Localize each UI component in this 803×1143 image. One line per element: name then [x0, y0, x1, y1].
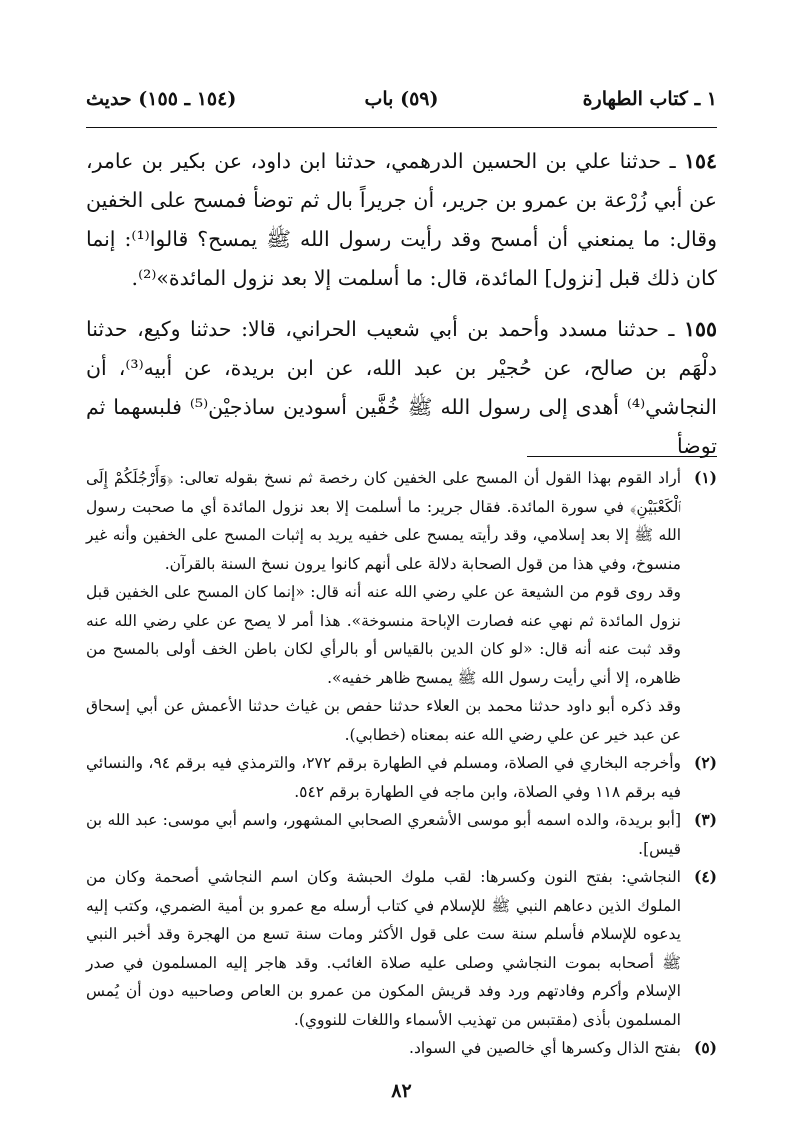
- footnote-number: (٤): [693, 867, 717, 886]
- running-header: [86, 88, 717, 122]
- footnote-2: [86, 749, 717, 806]
- header-rule: [86, 127, 717, 128]
- hadith-number: ١٥٤: [683, 149, 717, 173]
- hadith-text: ـ حدثنا مسدد وأحمد بن أبي شعيب الحراني، قالا: حدثنا وكيع، حدثنا دلْهَم بن صالح، عن حُجيْر بن عبد الله، عن ابن بريدة، عن أبيه⁽³⁾، أن النجاشي⁽⁴⁾ أهدى إلى رسول الله ﷺ خُفَّين أسودين ساذجيْن⁽⁵⁾ فلبسهما ثم توضأ: [86, 317, 717, 458]
- footnote-text: وقد روى قوم من الشيعة عن علي رضي الله عنه أنه قال: «إنما كان المسح على الخفين قبل نزول المائدة ثم نهي عنه فصارت الإباحة منسوخة». هذا أمر لا يصح عن علي رضي الله عنه وقد ثبت عنه أنه قال: «لو كان الدين بالقياس أو بالرأي لكان باطن الخف أولى بالمسح من ظاهره، إلا أني رأيت رسول الله ﷺ يمسح ظاهر خفيه».: [86, 583, 681, 687]
- footnote-text: النجاشي: بفتح النون وكسرها: لقب ملوك الحبشة وكان اسم النجاشي أصحمة وكان من الملوك الذين دعاهم النبي ﷺ للإسلام في كتاب أرسله مع عمرو بن أمية الضمري، وكتب إليه يدعوه للإسلام فأسلم سنة ست على قول الأكثر ومات سنة تسع من الهجرة وقد أخبر النبي ﷺ أصحابه بموت النجاشي وصلى عليه صلاة الغائب. وقد هاجر إليه المسلمون في صدر الإسلام وأكرم وفادتهم ورد وفد قريش المكون من عمرو بن العاص وصاحبيه دون أن يُمس المسلمون بأذى (مقتبس من تهذيب الأسماء واللغات للنووي).: [86, 868, 681, 1029]
- footnote-1: [86, 464, 717, 578]
- main-text: [86, 142, 717, 478]
- footnote-5: [86, 1034, 717, 1063]
- footnote-text: أراد القوم بهذا القول أن المسح على الخفين كان رخصة ثم نسخ بقوله تعالى: ﴿وَأَرْجُلَكُمْ إِلَى ٱلْكَعْبَيْنِ﴾ في سورة المائدة. فقال جرير: ما أسلمت إلا بعد نزول المائدة أي ما صحبت رسول الله ﷺ إلا بعد إسلامي، وقد رأيته يمسح على خفيه يريد به إثبات المسح على الخفين وأنه غير منسوخ، وفي هذا من قول الصحابة دلالة على أنهم كانوا يرون نسخ السنة بالقرآن.: [86, 469, 681, 573]
- footnote-number: (١): [693, 468, 717, 487]
- footnote-text: وأخرجه البخاري في الصلاة، ومسلم في الطهارة برقم ٢٧٢، والترمذي فيه برقم ٩٤، والنسائي فيه برقم ١١٨ وفي الصلاة، وابن ماجه في الطهارة برقم ٥٤٢.: [86, 754, 682, 801]
- hadith-155: [86, 310, 717, 466]
- footnote-rule: [527, 456, 717, 457]
- header-book-title: ١ ـ كتاب الطهارة: [582, 88, 717, 110]
- page-number: ٨٢: [391, 1080, 412, 1102]
- footnote-3: [86, 806, 717, 863]
- hadith-text: ـ حدثنا علي بن الحسين الدرهمي، حدثنا ابن داود، عن بكير بن عامر، عن أبي زُرْعة بن عمرو بن جرير، أن جريراً بال ثم توضأ فمسح على الخفين وقال: ما يمنعني أن أمسح وقد رأيت رسول الله ﷺ يمسح؟ قالوا⁽¹⁾: إنما كان ذلك قبل [نزول] المائدة، قال: ما أسلمت إلا بعد نزول المائدة»⁽²⁾.: [86, 149, 717, 290]
- footnote-text: بفتح الذال وكسرها أي خالصين في السواد.: [409, 1039, 681, 1057]
- footnote-number: (٢): [693, 753, 717, 772]
- footnotes: [86, 464, 717, 1063]
- header-hadith-range: (١٥٤ ـ ١٥٥) حديث: [86, 88, 237, 110]
- footnote-text: وقد ذكره أبو داود حدثنا محمد بن العلاء حدثنا حفص بن غياث حدثنا الأعمش عن أبي إسحاق عن عبد خير عن علي رضي الله عنه بمعناه (خطابي).: [86, 697, 681, 744]
- hadith-154: [86, 142, 717, 298]
- hadith-number: ١٥٥: [683, 317, 717, 341]
- footnote-4: [86, 863, 717, 1034]
- footnote-number: (٣): [693, 810, 717, 829]
- footnote-number: (٥): [693, 1038, 717, 1057]
- header-chapter: (٥٩) باب: [364, 88, 439, 110]
- footnote-text: [أبو بريدة، والده اسمه أبو موسى الأشعري الصحابي المشهور، واسم أبي موسى: عبد الله بن قيس].: [86, 811, 681, 858]
